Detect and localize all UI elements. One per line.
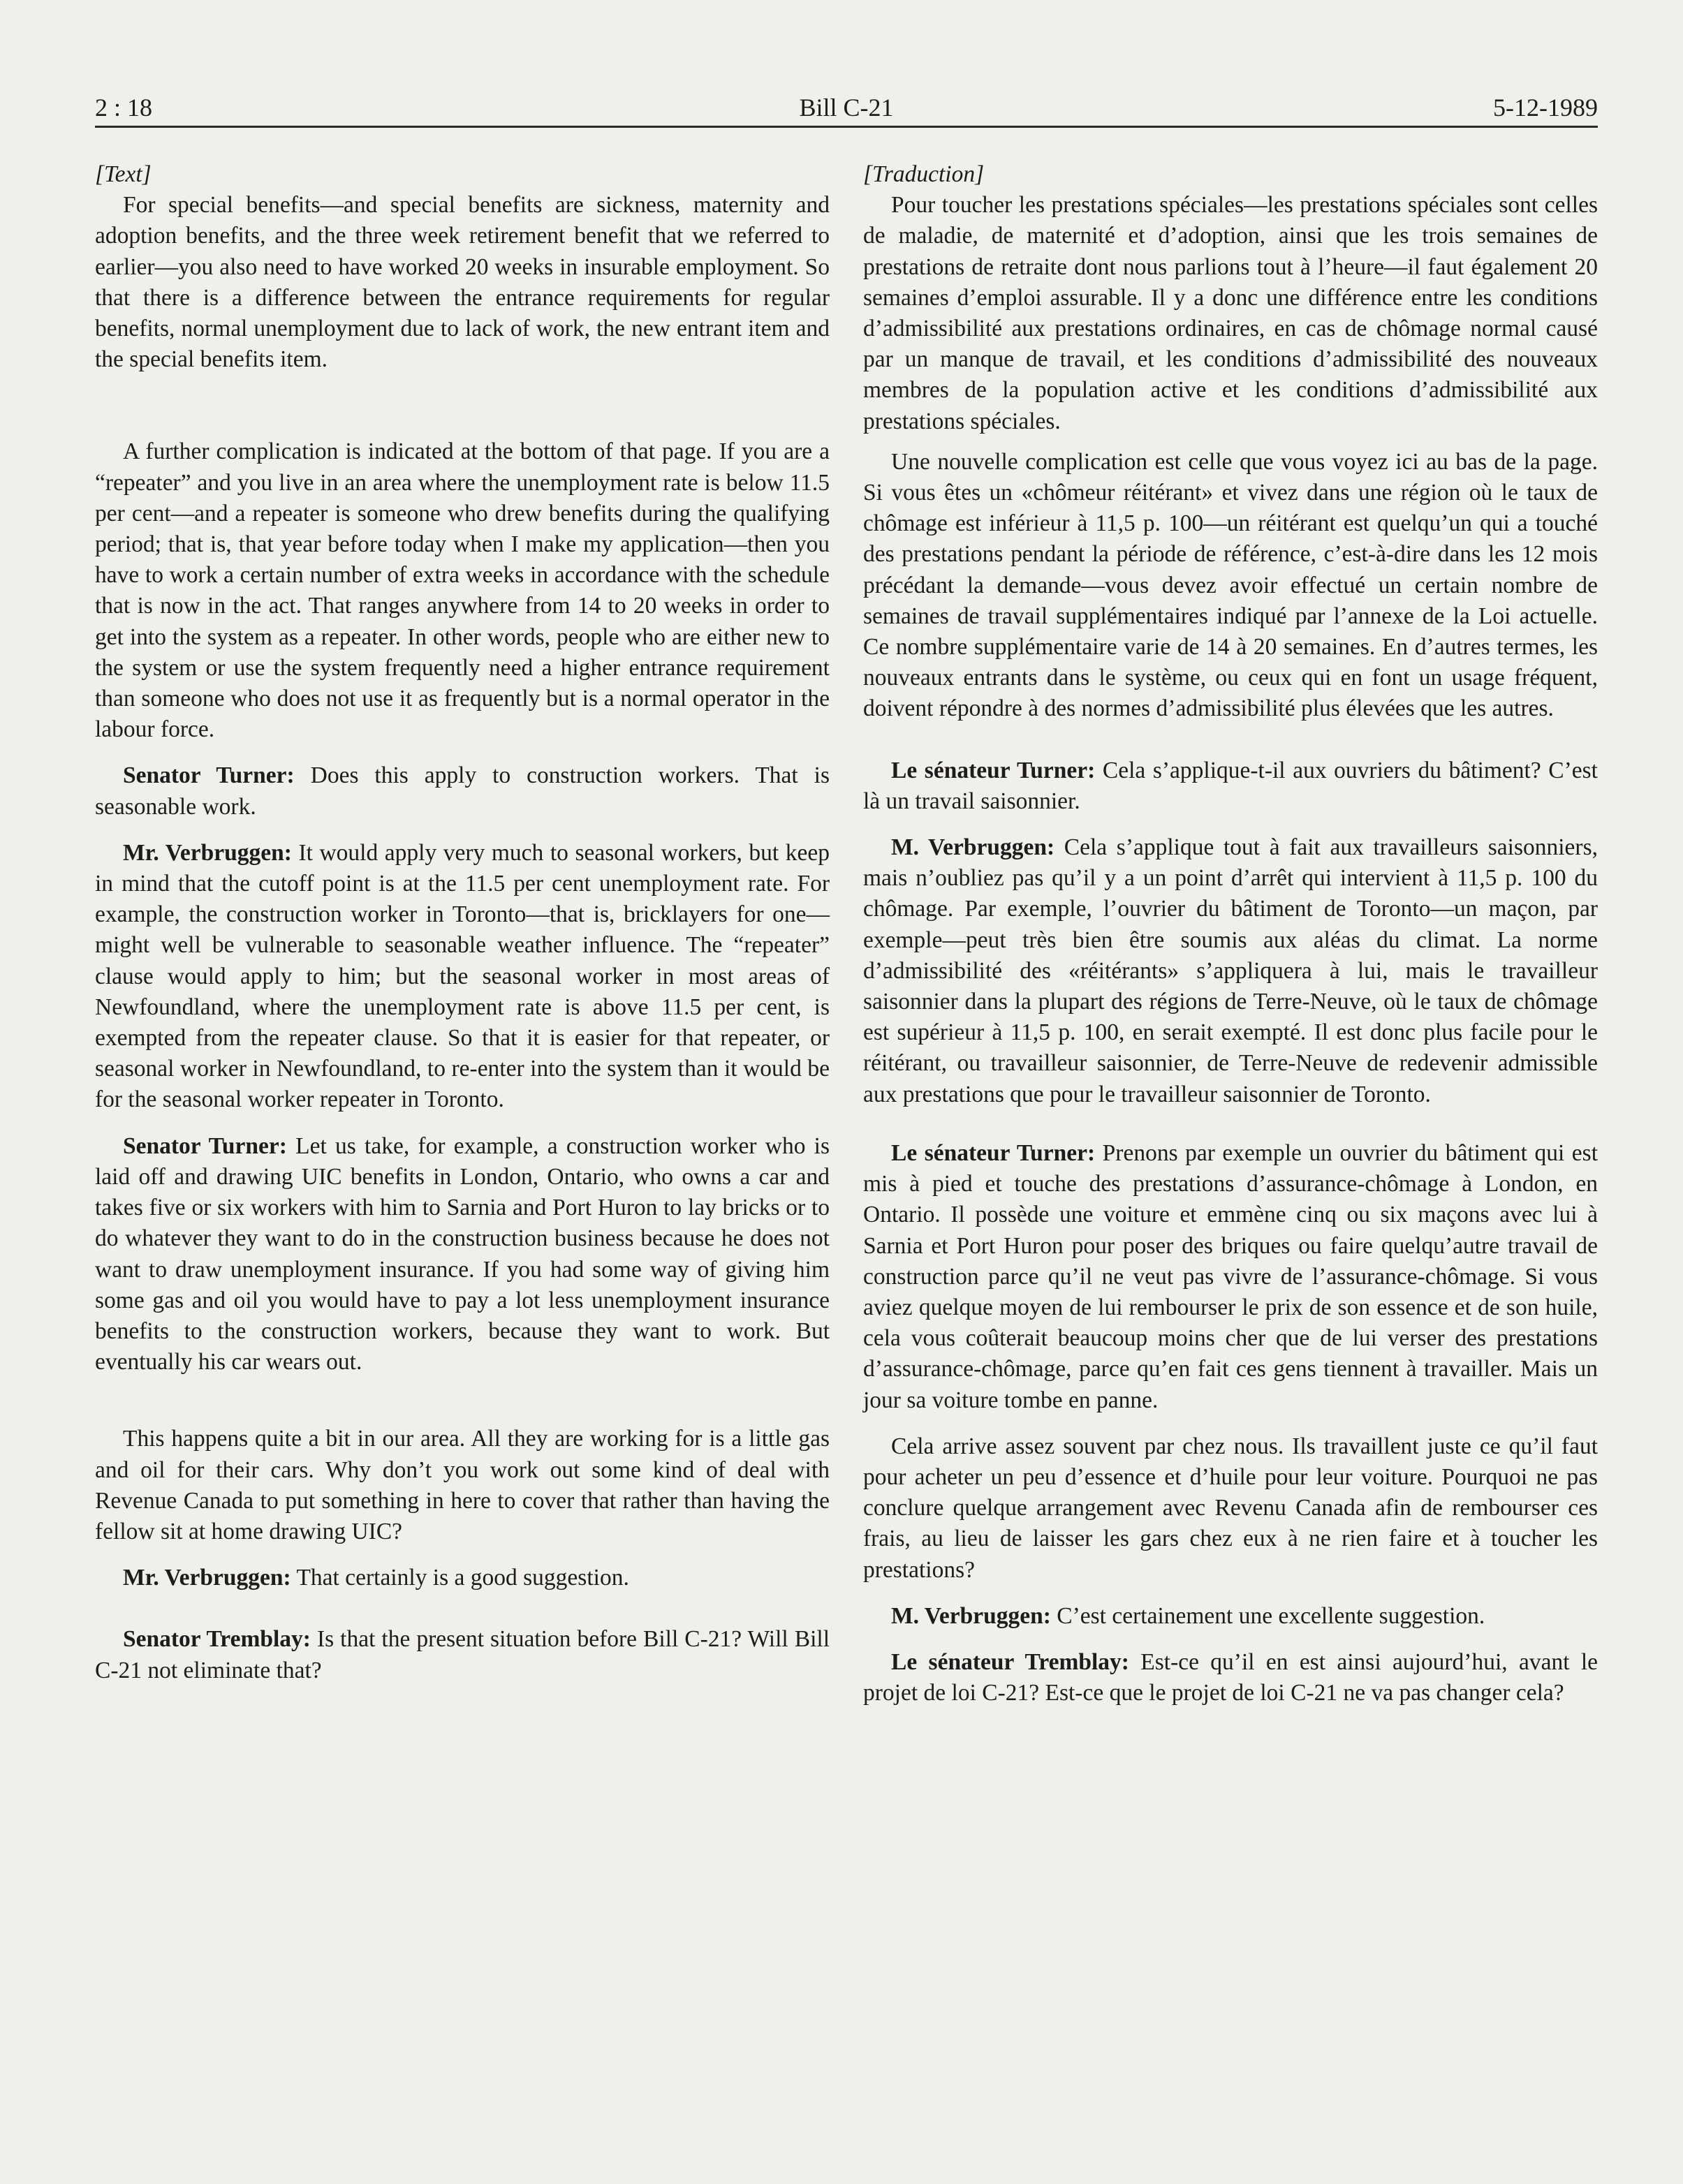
paragraph: A further complication is indicated at the bottom of that page. If you are a “repeater” and you live in an area where the unemployment rate is below 11.5 per cent—and a repeater is someone who drew benefits during the qualifying period; that is, that year before today when I make my application—then you have to work a certain number of extra weeks in accordance with the schedule that is now in the act. That ranges anywhere from 14 to 20 weeks in order to get into the system as a repeater. In other words, people who are either new to the system or use the system frequently need a higher entrance requirement than someone who does not use it as frequently but is a normal operator in the labour force. <box>95 438 830 743</box>
speech-verbruggen <box>95 1563 830 1593</box>
english-column <box>95 159 830 1686</box>
speech-text: Cela s’applique-t-il aux ouvriers du bâtiment? C’est là un travail saisonnier. <box>863 757 1598 814</box>
language-tag: [Traduction] <box>863 161 985 187</box>
speech-turner <box>95 1131 830 1378</box>
document-date: 5-12-1989 <box>1493 94 1598 121</box>
french-column <box>863 159 1598 1709</box>
speech-text: C’est certainement une excellente suggestion. <box>1050 1602 1485 1629</box>
speaker-name: M. Verbruggen: <box>891 834 1055 861</box>
paragraph: Pour toucher les prestations spéciales—les prestations spéciales sont celles de maladie, de maternité et d’adoption, ainsi que les trois semaines de prestations de retraite dont nous parlions tout à l’heure—il faut également 20 semaines d’emploi assurable. Il y a donc une différence entre les conditions d’admissibilité aux prestations ordinaires, en cas de chômage normal causé par un manque de travail, et les conditions d’admissibilité des nouveaux membres de la population active et les conditions d’admissibilité aux prestations spéciales. <box>863 192 1598 434</box>
speech-text: That certainly is a good suggestion. <box>291 1565 629 1591</box>
speech-verbruggen <box>95 838 830 1116</box>
speaker-name: Le sénateur Tremblay: <box>891 1648 1129 1675</box>
paragraph: For special benefits—and special benefits are sickness, maternity and adoption benefits, and the three week retirement benefit that we referred to earlier—you also need to have worked 20 weeks in insurable employment. So that there is a difference between the entrance requirements for regular benefits, normal unemployment due to lack of work, the new entrant item and the special benefits item. <box>95 192 830 373</box>
speech-text: Prenons par exemple un ouvrier du bâtiment qui est mis à pied et touche des prestations d’assurance-chômage à London, en Ontario. Il possède une voiture et emmène cinq ou six maçons avec lui à Sarnia et Port Huron pour poser des briques ou faire quelqu’autre travail de construction parce qu’il ne veut pas vivre de l’assurance-chômage. Si vous aviez quelque moyen de lui rembourser le prix de son essence et de son huile, cela vous coûterait beaucoup moins cher que de lui verser des prestations d’assurance-chômage, parce qu’en fait ces gens tiennent à travailler. Mais un jour sa voiture tombe en panne. <box>863 1139 1598 1413</box>
speech-tremblay <box>95 1624 830 1685</box>
speech-verbruggen <box>863 1601 1598 1632</box>
paragraph: Une nouvelle complication est celle que vous voyez ici au bas de la page. Si vous êtes un «chômeur réitérant» et vivez dans une région où le taux de chômage est inférieur à 11,5 p. 100—un réitérant est quelqu’un qui a touché des prestations pendant la période de référence, c’est-à-dire dans les 12 mois précédant la demande—vous devez avoir effectué un certain nombre de semaines de travail supplémentaires indiqué par l’annexe de la Loi actuelle. Ce nombre supplémentaire varie de 14 à 20 semaines. En d’autres termes, les nouveaux entrants dans le système, ou ceux qui en font un usage fréquent, doivent répondre à des normes d’admissibilité plus élevées que les autres. <box>863 448 1598 722</box>
page-number: 2 : 18 <box>95 94 153 121</box>
speech-text: Est-ce qu’il en est ainsi aujourd’hui, avant le projet de loi C-21? Est-ce que le projet de loi C-21 ne va pas changer cela? <box>863 1648 1598 1706</box>
speech-text: It would apply very much to seasonal workers, but keep in mind that the cutoff point is at the 11.5 per cent unemployment rate. For example, the construction worker in Toronto—that is, bricklayers for one—might well be vulnerable to seasonable weather influence. The “repeater” clause would apply to him; but the seasonal worker in most areas of Newfoundland, where the unemployment rate is above 11.5 per cent, is exempted from the repeater clause. So that it is easier for that repeater, or seasonal worker in Newfoundland, to re-enter into the system than it would be for the seasonal worker repeater in Toronto. <box>95 839 830 1113</box>
speech-tremblay <box>863 1647 1598 1709</box>
speaker-name: M. Verbruggen: <box>891 1602 1051 1629</box>
header-rule <box>95 126 1598 128</box>
speaker-name: Senator Tremblay: <box>123 1626 311 1653</box>
speech-turner <box>863 1138 1598 1416</box>
document-title: Bill C-21 <box>799 94 894 121</box>
speaker-name: Mr. Verbruggen: <box>123 1565 291 1591</box>
speaker-name: Le sénateur Turner: <box>891 1139 1096 1166</box>
language-tag: [Text] <box>95 161 152 187</box>
speech-turner <box>95 760 830 822</box>
speaker-name: Senator Turner: <box>123 762 295 789</box>
speech-text: Is that the present situation before Bill C-21? Will Bill C-21 not eliminate that? <box>95 1626 830 1683</box>
speech-text: Cela s’applique tout à fait aux travailleurs saisonniers, mais n’oubliez pas qu’il y a un point d’arrêt qui intervient à 11,5 p. 100 du chômage. Par exemple, l’ouvrier du bâtiment de Toronto—un maçon, par exemple—peut très bien être soumis aux aléas du climat. La norme d’admissibilité des «réitérants» s’appliquera à lui, mais le travailleur saisonnier dans la plupart des régions de Terre-Neuve, où le taux de chômage est supérieur à 11,5 p. 100, en serait exempté. Il est donc plus facile pour le réitérant, ou travailleur saisonnier, de Terre-Neuve de redevenir admissible aux prestations que pour le travailleur saisonnier de Toronto. <box>863 834 1598 1107</box>
speech-verbruggen <box>863 832 1598 1110</box>
speech-text: Let us take, for example, a construction worker who is laid off and drawing UIC benefits in London, Ontario, who owns a car and takes five or six workers with him to Sarnia and Port Huron to lay bricks or to do whatever they want to do in the construction business because he does not want to draw unemployment insurance. If you had some way of giving him some gas and oil you would have to pay a lot less unemployment insurance benefits to the construction workers, because they want to work. But eventually his car wears out. <box>95 1132 830 1375</box>
speaker-name: Senator Turner: <box>123 1132 287 1159</box>
speech-text: Does this apply to construction workers. That is seasonable work. <box>95 762 830 820</box>
paragraph: This happens quite a bit in our area. All they are working for is a little gas and oil for their cars. Why don’t you work out some kind of deal with Revenue Canada to put something in here to cover that rather than having the fellow sit at home drawing UIC? <box>95 1426 830 1544</box>
speaker-name: Le sénateur Turner: <box>891 757 1096 783</box>
page-header <box>95 88 1598 127</box>
paragraph: Cela arrive assez souvent par chez nous. Ils travaillent juste ce qu’il faut pour acheter un peu d’essence et d’huile pour leur voiture. Pourquoi ne pas conclure quelque arrangement avec Revenu Canada afin de rembourser ces frais, au lieu de laisser les gars chez eux à ne rien faire et à toucher les prestations? <box>863 1433 1598 1583</box>
speech-turner <box>863 755 1598 817</box>
speaker-name: Mr. Verbruggen: <box>123 839 292 866</box>
